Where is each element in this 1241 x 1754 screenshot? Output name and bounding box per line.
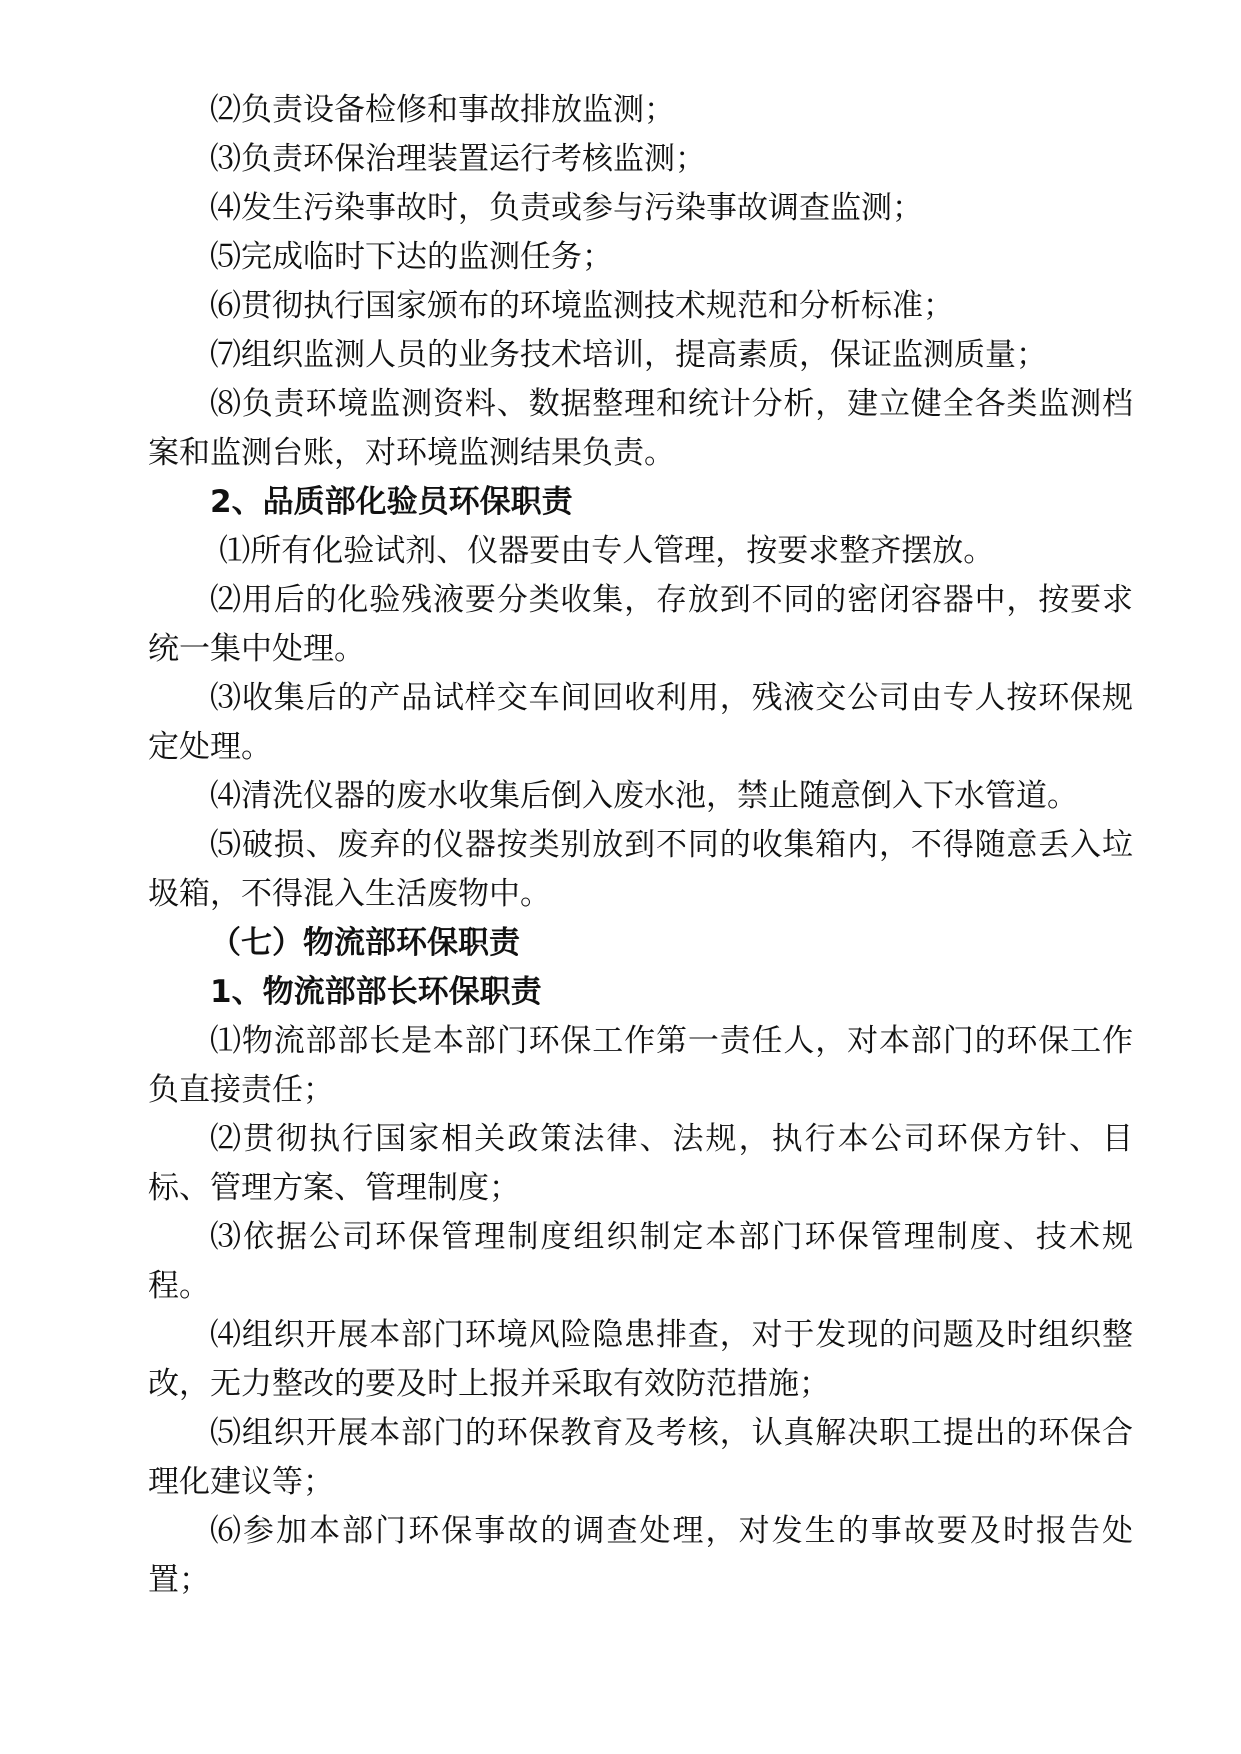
paragraph-a-3: ⑶负责环保治理装置运行考核监测； xyxy=(210,141,706,177)
paragraph-logistics-6: ⑹参加本部门环保事故的调查处理，对发生的事故要及时报告处置； xyxy=(148,1513,1133,1598)
paragraph-logistics-5: ⑸组织开展本部门的环保教育及考核，认真解决职工提出的环保合理化建议等； xyxy=(148,1415,1133,1500)
paragraph-logistics-4: ⑷组织开展本部门环境风险隐患排查，对于发现的问题及时组织整改，无力整改的要及时上报并采取有效防范措施； xyxy=(148,1317,1133,1402)
paragraph-a-4: ⑷发生污染事故时，负责或参与污染事故调查监测； xyxy=(210,190,923,226)
paragraph-a-2: ⑵负责设备检修和事故排放监测； xyxy=(210,92,675,128)
paragraph-logistics-1: ⑴物流部部长是本部门环保工作第一责任人，对本部门的环保工作负直接责任； xyxy=(148,1023,1133,1108)
paragraph-a-7: ⑺组织监测人员的业务技术培训，提高素质，保证监测质量； xyxy=(210,337,1047,373)
paragraph-logistics-3: ⑶依据公司环保管理制度组织制定本部门环保管理制度、技术规程。 xyxy=(148,1219,1133,1304)
heading-section-seven: （七）物流部环保职责 xyxy=(210,925,520,961)
paragraph-quality-4: ⑷清洗仪器的废水收集后倒入废水池，禁止随意倒入下水管道。 xyxy=(210,778,1078,814)
paragraph-quality-2: ⑵用后的化验残液要分类收集，存放到不同的密闭容器中，按要求统一集中处理。 xyxy=(148,582,1133,667)
paragraph-a-8: ⑻负责环境监测资料、数据整理和统计分析，建立健全各类监测档案和监测台账，对环境监测结果负责。 xyxy=(148,386,1133,471)
paragraph-a-5: ⑸完成临时下达的监测任务； xyxy=(210,239,613,275)
paragraph-quality-1: ⑴所有化验试剂、仪器要由专人管理，按要求整齐摆放。 xyxy=(219,533,995,569)
paragraph-a-6: ⑹贯彻执行国家颁布的环境监测技术规范和分析标准； xyxy=(210,288,954,324)
heading-logistics-head: 1、物流部部长环保职责 xyxy=(210,974,542,1010)
document-page xyxy=(148,86,1133,1605)
paragraph-quality-5: ⑸破损、废弃的仪器按类别放到不同的收集箱内，不得随意丢入垃圾箱，不得混入生活废物中。 xyxy=(148,827,1133,912)
paragraph-logistics-2: ⑵贯彻执行国家相关政策法律、法规，执行本公司环保方针、目标、管理方案、管理制度； xyxy=(148,1121,1133,1206)
paragraph-quality-3: ⑶收集后的产品试样交车间回收利用，残液交公司由专人按环保规定处理。 xyxy=(148,680,1133,765)
heading-quality-lab: 2、品质部化验员环保职责 xyxy=(210,484,573,520)
